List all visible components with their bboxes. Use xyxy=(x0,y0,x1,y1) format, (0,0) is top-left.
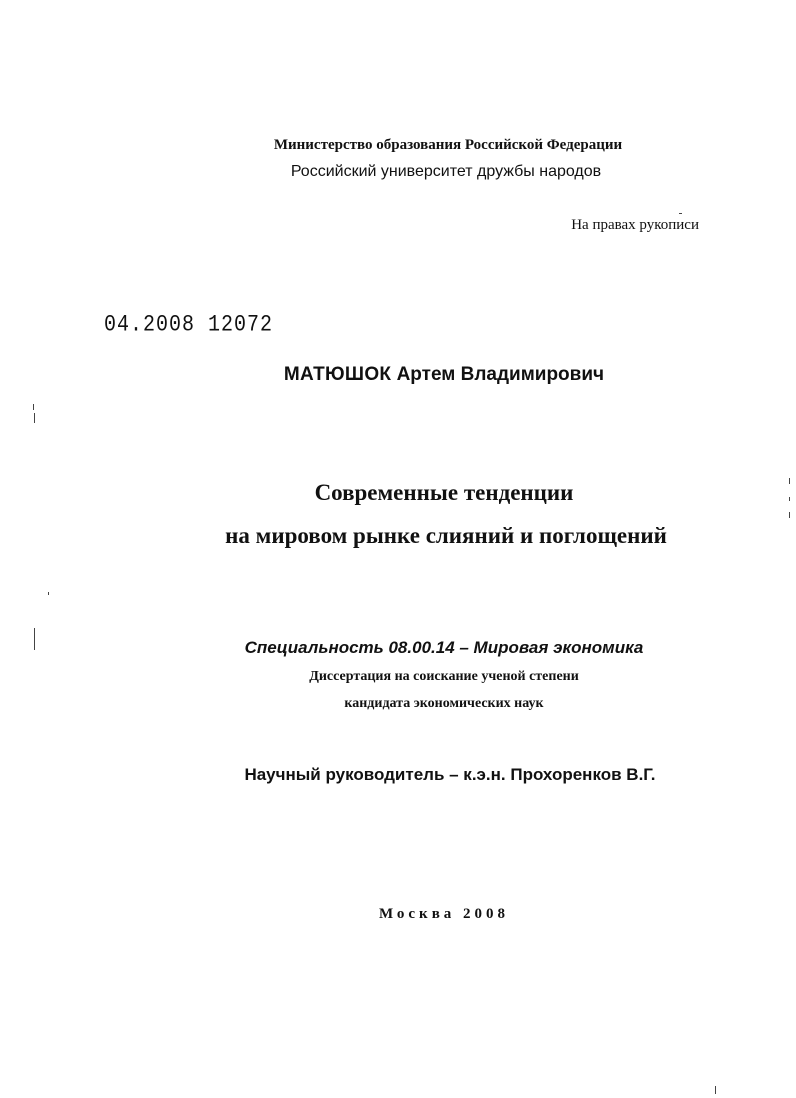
city-and-year: Москва 2008 xyxy=(378,906,510,922)
author-given-names: Артем Владимирович xyxy=(396,364,605,385)
ministry-name: Министерство образования Российской Федерации xyxy=(273,137,623,153)
dissertation-title-line-2: на мировом рынке слияний и поглощений xyxy=(225,523,667,548)
university-name: Российский университет дружбы народов xyxy=(290,163,602,180)
scan-artifact xyxy=(789,497,790,501)
scan-artifact xyxy=(789,478,790,484)
scan-artifact xyxy=(789,512,790,518)
scan-artifact xyxy=(679,213,682,214)
scan-artifact xyxy=(715,1086,716,1094)
degree-line-2: кандидата экономических наук xyxy=(344,696,544,711)
author-surname: МАТЮШОК xyxy=(283,364,392,385)
archive-stamp: 04.2008 12072 xyxy=(104,312,274,339)
scientific-supervisor: Научный руководитель – к.э.н. Прохоренков В.Г. xyxy=(244,765,656,784)
manuscript-note: На правах рукописи xyxy=(571,217,699,233)
scan-artifact xyxy=(48,592,49,595)
scan-artifact xyxy=(34,628,35,650)
degree-line-1: Диссертация на соискание ученой степени xyxy=(309,669,579,684)
author-name xyxy=(46,364,796,386)
speciality: Специальность 08.00.14 – Мировая экономика xyxy=(244,638,644,657)
scan-artifact xyxy=(33,404,34,410)
dissertation-title-line-1: Современные тенденции xyxy=(314,480,574,505)
scan-artifact xyxy=(34,413,35,423)
